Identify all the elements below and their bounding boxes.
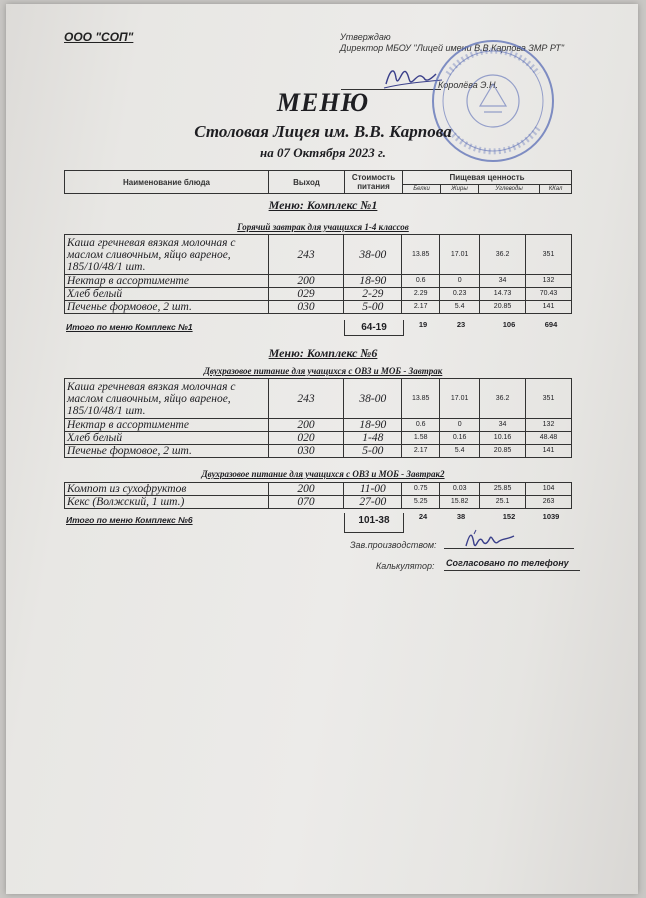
cell-cost: 18-90 xyxy=(344,419,402,432)
cell-carbs: 25.85 xyxy=(480,483,526,496)
cell-portion: 243 xyxy=(268,235,344,275)
cell-portion: 030 xyxy=(268,445,344,458)
cell-carbs: 36.2 xyxy=(480,379,526,419)
menu-row xyxy=(65,301,572,314)
approval-line-2: Директор МБОУ "Лицей имени В.В.Карпова ЗМР РТ" xyxy=(340,43,565,53)
header-portion: Выход xyxy=(269,171,345,194)
production-signature xyxy=(462,528,522,552)
complex1-total-proteins: 19 xyxy=(418,320,428,329)
page-title: МЕНЮ xyxy=(276,88,370,117)
header-nutrition: Пищевая ценность xyxy=(403,171,572,185)
header-kcal: ККал xyxy=(540,184,572,193)
cell-proteins: 0.6 xyxy=(402,275,440,288)
complex6-breakfast2-table xyxy=(64,482,572,509)
menu-row xyxy=(65,419,572,432)
cell-kcal: 351 xyxy=(526,235,572,275)
cell-proteins: 13.85 xyxy=(402,235,440,275)
cell-carbs: 34 xyxy=(480,419,526,432)
header-name: Наименование блюда xyxy=(65,171,269,194)
canteen-name: Столовая Лицея им. В.В. Карпова xyxy=(194,122,452,141)
cell-cost: 5-00 xyxy=(344,445,402,458)
cell-cost: 11-00 xyxy=(344,483,402,496)
menu-row xyxy=(65,379,572,419)
cell-kcal: 351 xyxy=(526,379,572,419)
cell-kcal: 141 xyxy=(526,301,572,314)
cell-cost: 38-00 xyxy=(344,379,402,419)
complex6-total-carbs: 152 xyxy=(502,512,516,521)
cell-portion: 020 xyxy=(268,432,344,445)
complex6-section-2: Двухразовое питание для учащихся с ОВЗ и МОБ - Завтрак2 xyxy=(201,469,445,479)
cell-proteins: 5.25 xyxy=(402,496,440,509)
cell-carbs: 34 xyxy=(480,275,526,288)
cell-fats: 0.16 xyxy=(440,432,480,445)
cell-kcal: 70.43 xyxy=(526,288,572,301)
complex6-total-proteins: 24 xyxy=(418,512,428,521)
cell-kcal: 132 xyxy=(526,419,572,432)
complex1-total-fats: 23 xyxy=(456,320,466,329)
cell-name: Кекс (Волжский, 1 шт.) xyxy=(65,496,269,509)
cell-proteins: 0.6 xyxy=(402,419,440,432)
cell-proteins: 2.29 xyxy=(402,288,440,301)
cell-carbs: 25.1 xyxy=(480,496,526,509)
cell-carbs: 10.16 xyxy=(480,432,526,445)
cell-kcal: 141 xyxy=(526,445,572,458)
complex1-total-label: Итого по меню Комплекс №1 xyxy=(66,322,193,332)
complex1-section: Горячий завтрак для учащихся 1-4 классов xyxy=(237,222,409,232)
cell-portion: 029 xyxy=(268,288,344,301)
menu-row xyxy=(65,445,572,458)
cell-name: Нектар в ассортименте xyxy=(65,275,269,288)
complex6-total-kcal: 1039 xyxy=(542,512,560,521)
menu-row xyxy=(65,235,572,275)
cell-portion: 200 xyxy=(268,419,344,432)
cell-name: Печенье формовое, 2 шт. xyxy=(65,301,269,314)
cell-proteins: 1.58 xyxy=(402,432,440,445)
cell-cost: 1-48 xyxy=(344,432,402,445)
cell-fats: 17.01 xyxy=(440,379,480,419)
cell-name: Каша гречневая вязкая молочная с маслом сливочным, яйцо вареное, 185/10/48/1 шт. xyxy=(65,379,269,419)
cell-carbs: 14.73 xyxy=(480,288,526,301)
cell-proteins: 0.75 xyxy=(402,483,440,496)
complex6-section-1: Двухразовое питание для учащихся с ОВЗ и МОБ - Завтрак xyxy=(203,366,443,376)
cell-portion: 030 xyxy=(268,301,344,314)
cell-kcal: 132 xyxy=(526,275,572,288)
menu-row xyxy=(65,496,572,509)
cell-carbs: 36.2 xyxy=(480,235,526,275)
cell-portion: 200 xyxy=(268,483,344,496)
cell-proteins: 13.85 xyxy=(402,379,440,419)
menu-row xyxy=(65,288,572,301)
cell-cost: 5-00 xyxy=(344,301,402,314)
cell-fats: 0.23 xyxy=(440,288,480,301)
cell-kcal: 104 xyxy=(526,483,572,496)
cell-name: Нектар в ассортименте xyxy=(65,419,269,432)
cell-name: Каша гречневая вязкая молочная с маслом сливочным, яйцо вареное, 185/10/48/1 шт. xyxy=(65,235,269,275)
cell-fats: 5.4 xyxy=(440,445,480,458)
cell-fats: 0 xyxy=(440,275,480,288)
cell-fats: 0.03 xyxy=(440,483,480,496)
complex1-total-carbs: 106 xyxy=(502,320,516,329)
menu-row xyxy=(65,432,572,445)
cell-cost: 27-00 xyxy=(344,496,402,509)
approval-line-1: Утверждаю xyxy=(340,32,391,42)
cell-proteins: 2.17 xyxy=(402,301,440,314)
calculator-label: Калькулятор: xyxy=(376,561,435,571)
complex6-breakfast-table xyxy=(64,378,572,458)
cell-name: Хлеб белый xyxy=(65,432,269,445)
director-name: Королёва Э.Н. xyxy=(438,80,498,90)
complex1-title: Меню: Комплекс №1 xyxy=(268,198,378,212)
header-fats: Жиры xyxy=(440,184,478,193)
cell-fats: 17.01 xyxy=(440,235,480,275)
complex1-table xyxy=(64,234,572,314)
cell-cost: 38-00 xyxy=(344,235,402,275)
menu-row xyxy=(65,483,572,496)
menu-date: на 07 Октября 2023 г. xyxy=(260,145,386,160)
header-cost: Стоимость питания xyxy=(345,171,403,194)
cell-cost: 18-90 xyxy=(344,275,402,288)
complex6-total-label: Итого по меню Комплекс №6 xyxy=(66,515,193,525)
cell-portion: 070 xyxy=(268,496,344,509)
production-label: Зав.производством: xyxy=(350,540,437,550)
cell-fats: 15.82 xyxy=(440,496,480,509)
cell-carbs: 20.85 xyxy=(480,301,526,314)
cell-proteins: 2.17 xyxy=(402,445,440,458)
header-carbs: Углеводы xyxy=(478,184,539,193)
complex1-total-cost: 64-19 xyxy=(344,320,404,336)
cell-name: Хлеб белый xyxy=(65,288,269,301)
cell-name: Компот из сухофруктов xyxy=(65,483,269,496)
cell-name: Печенье формовое, 2 шт. xyxy=(65,445,269,458)
cell-cost: 2-29 xyxy=(344,288,402,301)
cell-portion: 243 xyxy=(268,379,344,419)
cell-carbs: 20.85 xyxy=(480,445,526,458)
calculator-value: Согласовано по телефону xyxy=(446,558,569,568)
header-proteins: Белки xyxy=(403,184,441,193)
cell-kcal: 48.48 xyxy=(526,432,572,445)
cell-fats: 0 xyxy=(440,419,480,432)
complex6-total-cost: 101-38 xyxy=(344,513,404,533)
cell-portion: 200 xyxy=(268,275,344,288)
cell-kcal: 263 xyxy=(526,496,572,509)
organization-name: ООО "СОП" xyxy=(64,30,134,44)
complex1-total-kcal: 694 xyxy=(544,320,558,329)
complex6-total-fats: 38 xyxy=(456,512,466,521)
complex6-title: Меню: Комплекс №6 xyxy=(268,346,378,360)
column-header xyxy=(64,170,572,194)
cell-fats: 5.4 xyxy=(440,301,480,314)
menu-row xyxy=(65,275,572,288)
